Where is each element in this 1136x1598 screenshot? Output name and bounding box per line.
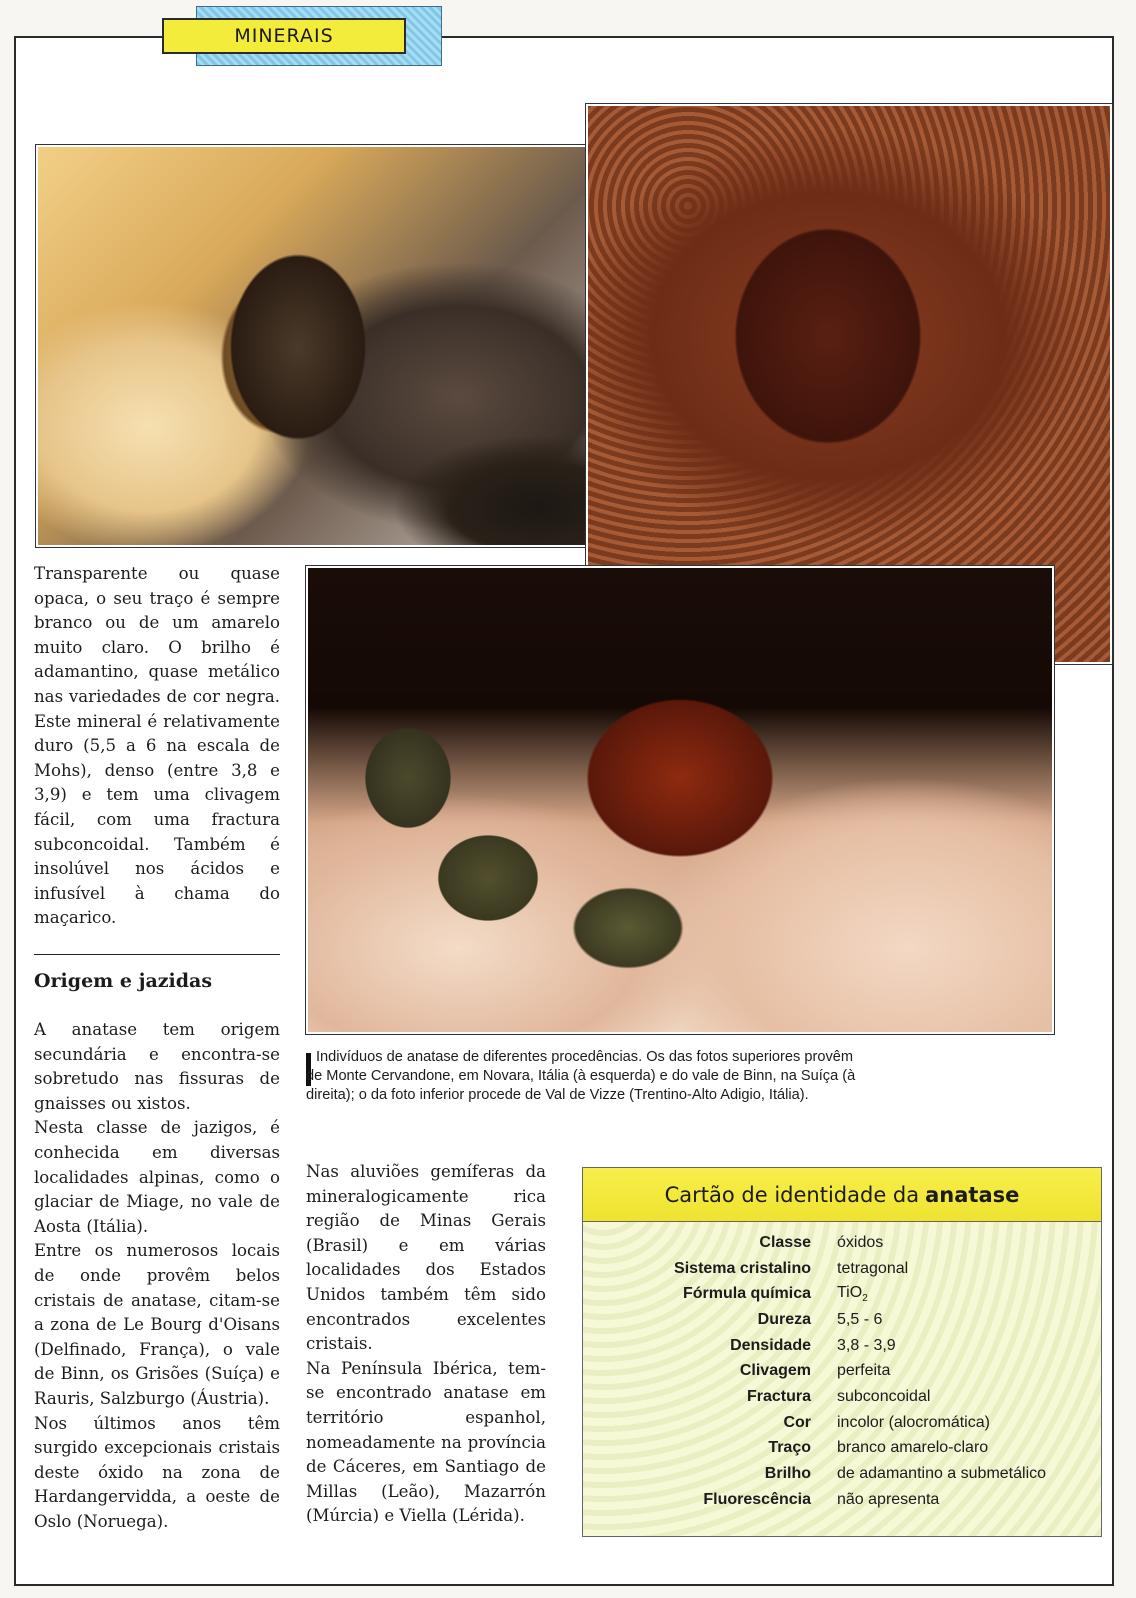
identity-row-key: Densidade	[730, 1336, 811, 1354]
identity-row-value-text: 3,8 - 3,9	[837, 1336, 896, 1354]
identity-row-value-text: não apresenta	[837, 1490, 940, 1508]
identity-row-value	[837, 1461, 1101, 1487]
identity-row-key: Brilho	[764, 1465, 811, 1483]
origin-paragraph-6: Na Península Ibérica, tem-se encontrado anatase em território espanhol, nomeadamente na província de Cáceres, em Santiago de Millas (Leão), Mazarrón (Múrcia) e Viella (Lérida).	[306, 1358, 546, 1526]
photo-caption-text: Indivíduos de anatase de diferentes procedências. Os das fotos superiores provêm de Monte Cervandone, em Novara, Itália (à esquerda) e do vale de Binn, na Suíça (à direita); o da foto inferior procede de Val de Vizze (Trentino-Alto Adigio, Itália).	[306, 1049, 856, 1103]
identity-row-value	[837, 1410, 1101, 1436]
identity-row	[583, 1333, 1101, 1359]
middle-column	[306, 1160, 546, 1529]
identity-row-value	[837, 1384, 1101, 1410]
identity-row-value-text: óxidos	[837, 1233, 884, 1251]
identity-row	[583, 1307, 1101, 1333]
identity-row-value	[837, 1307, 1101, 1333]
identity-row-value-text: TiO	[837, 1284, 863, 1302]
identity-row-value-text: perfeita	[837, 1362, 891, 1380]
identity-row-value-text: branco amarelo-claro	[837, 1439, 989, 1457]
identity-row-value-text: de adamantino a submetálico	[837, 1465, 1047, 1483]
origin-paragraph-3: Entre os numerosos locais de onde provêm belos cristais de anatase, citam-se a zona de Le Bourg d'Oisans (Delfinado, França), o vale de Binn, os Grisões (Suíça) e Rauris, Salzburgo (Áustria).	[34, 1241, 280, 1408]
origin-paragraph-2: Nesta classe de jazigos, é conhecida em diversas localidades alpinas, como o glaciar de Miage, no vale de Aosta (Itália).	[34, 1118, 280, 1236]
identity-row-key: Fórmula química	[682, 1285, 811, 1303]
identity-row	[583, 1230, 1101, 1256]
identity-row-key: Sistema cristalino	[674, 1259, 811, 1277]
identity-row-value	[837, 1281, 1101, 1307]
identity-card-title	[583, 1168, 1101, 1222]
identity-row	[583, 1461, 1101, 1487]
photo-caption	[306, 1048, 866, 1105]
identity-row-value	[837, 1358, 1101, 1384]
identity-row-key: Dureza	[757, 1310, 811, 1328]
identity-row-key: Fluorescência	[703, 1490, 811, 1508]
identity-row-value	[837, 1230, 1101, 1256]
origin-column	[34, 1018, 280, 1534]
origin-paragraph-4: Nos últimos anos têm surgido excepcionais cristais deste óxido na zona de Hardangervidda, a oeste de Oslo (Noruega).	[34, 1413, 280, 1531]
identity-row-value	[837, 1436, 1101, 1462]
identity-row-key: Classe	[759, 1233, 811, 1251]
identity-row-value-subscript: 2	[862, 1293, 868, 1305]
identity-row-value	[837, 1487, 1101, 1513]
identity-row	[583, 1358, 1101, 1384]
section-divider	[34, 954, 280, 955]
anatase-photo-monte-cervandone	[36, 145, 624, 547]
identity-row-key: Traço	[768, 1439, 811, 1457]
identity-row	[583, 1256, 1101, 1282]
identity-row-key: Fractura	[746, 1387, 811, 1405]
identity-card-title-mineral: anatase	[925, 1182, 1020, 1207]
identity-row-value-text: incolor (alocromática)	[837, 1413, 990, 1431]
identity-row-value-text: tetragonal	[837, 1259, 909, 1277]
identity-row	[583, 1281, 1101, 1307]
section-label: MINERAIS	[162, 18, 406, 54]
identity-row	[583, 1487, 1101, 1513]
section-heading-origem: Origem e jazidas	[34, 970, 213, 992]
identity-row-value-text: subconcoidal	[837, 1387, 931, 1405]
identity-row	[583, 1384, 1101, 1410]
identity-row-value-text: 5,5 - 6	[837, 1310, 883, 1328]
identity-row	[583, 1410, 1101, 1436]
origin-paragraph-5: Nas aluviões gemíferas da mineralogicamente rica região de Minas Gerais (Brasil) e em várias localidades dos Estados Unidos também têm sido encontrados excelentes cristais.	[306, 1162, 546, 1354]
intro-paragraph: Transparente ou quase opaca, o seu traço é sempre branco ou de um amarelo muito claro. O brilho é adamantino, quase metálico nas variedades de cor negra. Este mineral é relativamente duro (5,5 a 6 na escala de Mohs), denso (entre 3,8 e 3,9) e tem uma clivagem fácil, com uma fractura subconcoidal. Também é insolúvel nos ácidos e infusível à chama do maçarico.	[34, 564, 280, 928]
identity-row-value	[837, 1256, 1101, 1282]
identity-card-title-prefix: Cartão de identidade da	[664, 1182, 920, 1207]
identity-card	[582, 1167, 1102, 1537]
identity-row	[583, 1436, 1101, 1462]
anatase-photo-val-de-vizze	[306, 566, 1054, 1034]
identity-row-value	[837, 1333, 1101, 1359]
identity-table	[583, 1230, 1101, 1513]
identity-row-key: Cor	[783, 1413, 811, 1431]
identity-row-key: Clivagem	[739, 1362, 811, 1380]
origin-paragraph-1: A anatase tem origem secundária e encontra-se sobretudo nas fissuras de gnaisses ou xistos.	[34, 1020, 280, 1113]
